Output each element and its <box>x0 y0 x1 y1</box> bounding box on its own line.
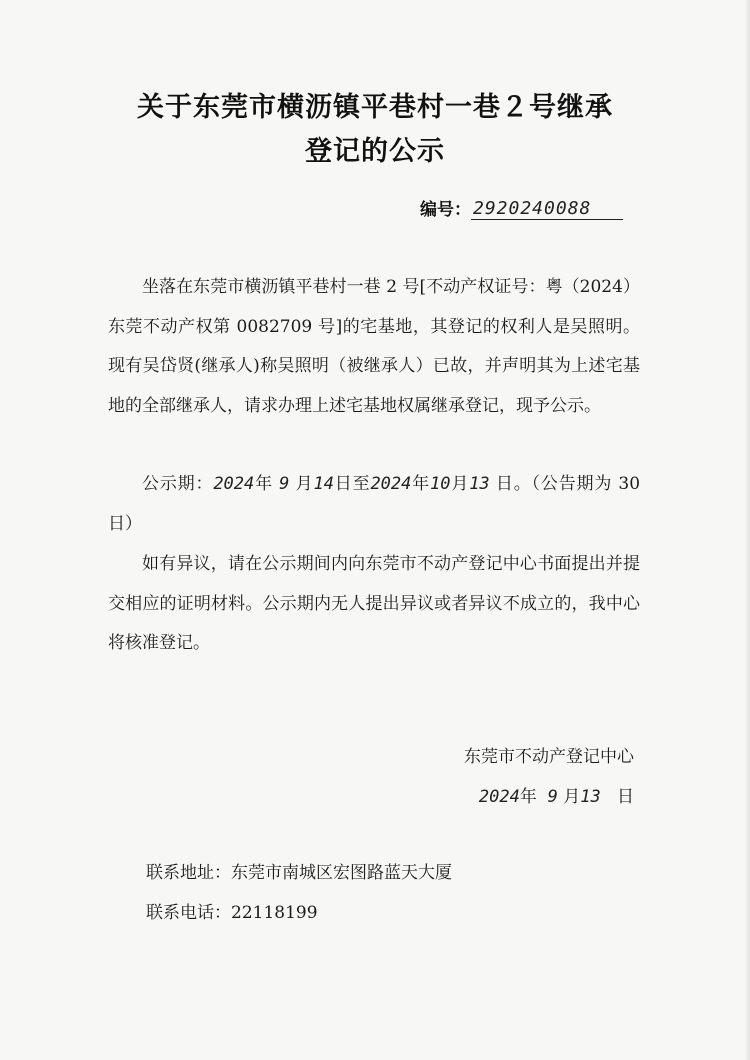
issue-year-char: 年 <box>519 787 537 807</box>
document-title-line-1: 关于东莞市横沥镇平巷村一巷２号继承 <box>137 92 613 123</box>
issue-month-char: 月 <box>563 787 581 807</box>
page-edge-shadow <box>744 0 750 1060</box>
period-end-year-char: 年 <box>411 474 431 494</box>
contact-address-value: 东莞市南城区宏图路蓝天大厦 <box>231 863 452 883</box>
serial-number <box>420 192 623 220</box>
period-prefix: 公示期： <box>142 474 214 494</box>
issue-year: 2024 <box>478 787 520 807</box>
period-start-day: 14 <box>313 474 334 494</box>
document-title-line-2: 登记的公示 <box>305 136 445 167</box>
period-to: 至 <box>352 474 371 494</box>
objection-paragraph: 如有异议，请在公示期间内向东莞市不动产登记中心书面提出并提交相应的证明材料。公示期内无人提出异议或者异议不成立的，我中心将核准登记。 <box>108 554 640 653</box>
contact-address-label: 联系地址： <box>146 863 231 883</box>
contact-address <box>146 853 452 893</box>
issuing-organization: 东莞市不动产登记中心 <box>464 747 634 767</box>
period-start-year: 2024 <box>213 474 255 494</box>
issue-day-char: 日 <box>617 787 634 807</box>
serial-number-value: 2920240088 <box>471 198 623 220</box>
contact-phone-value: 22118199 <box>231 903 318 923</box>
period-day-char: 日 <box>333 474 353 494</box>
period-month-char: 月 <box>295 474 314 494</box>
period-year-char: 年 <box>254 474 273 494</box>
period-end-month: 10 <box>430 474 451 494</box>
notice-period-paragraph <box>108 465 640 544</box>
contact-phone-label: 联系电话： <box>146 903 231 923</box>
issue-date <box>0 777 634 817</box>
period-end-day: 13 <box>469 474 490 494</box>
notice-paragraph-1: 坐落在东莞市横沥镇平巷村一巷 2 号[不动产权证号：粤（2024）东莞不动产权第 0082709 号]的宅基地，其登记的权利人是吴照明。现有吴岱贤(继承人)称吴照明（被继承人）已故，并声明其为上述宅基地的全部继承人，请求办理上述宅基地权属继承登记，现予公示。 <box>108 277 640 416</box>
contact-phone <box>146 893 318 933</box>
serial-number-label: 编号： <box>420 200 471 220</box>
issue-month: 9 <box>547 787 558 807</box>
issue-day: 13 <box>580 787 601 807</box>
period-suffix: 日。（公告期为 30 日） <box>108 474 641 534</box>
period-start-month: 9 <box>279 474 290 494</box>
period-end-year: 2024 <box>370 474 412 494</box>
period-end-month-char: 月 <box>450 474 470 494</box>
